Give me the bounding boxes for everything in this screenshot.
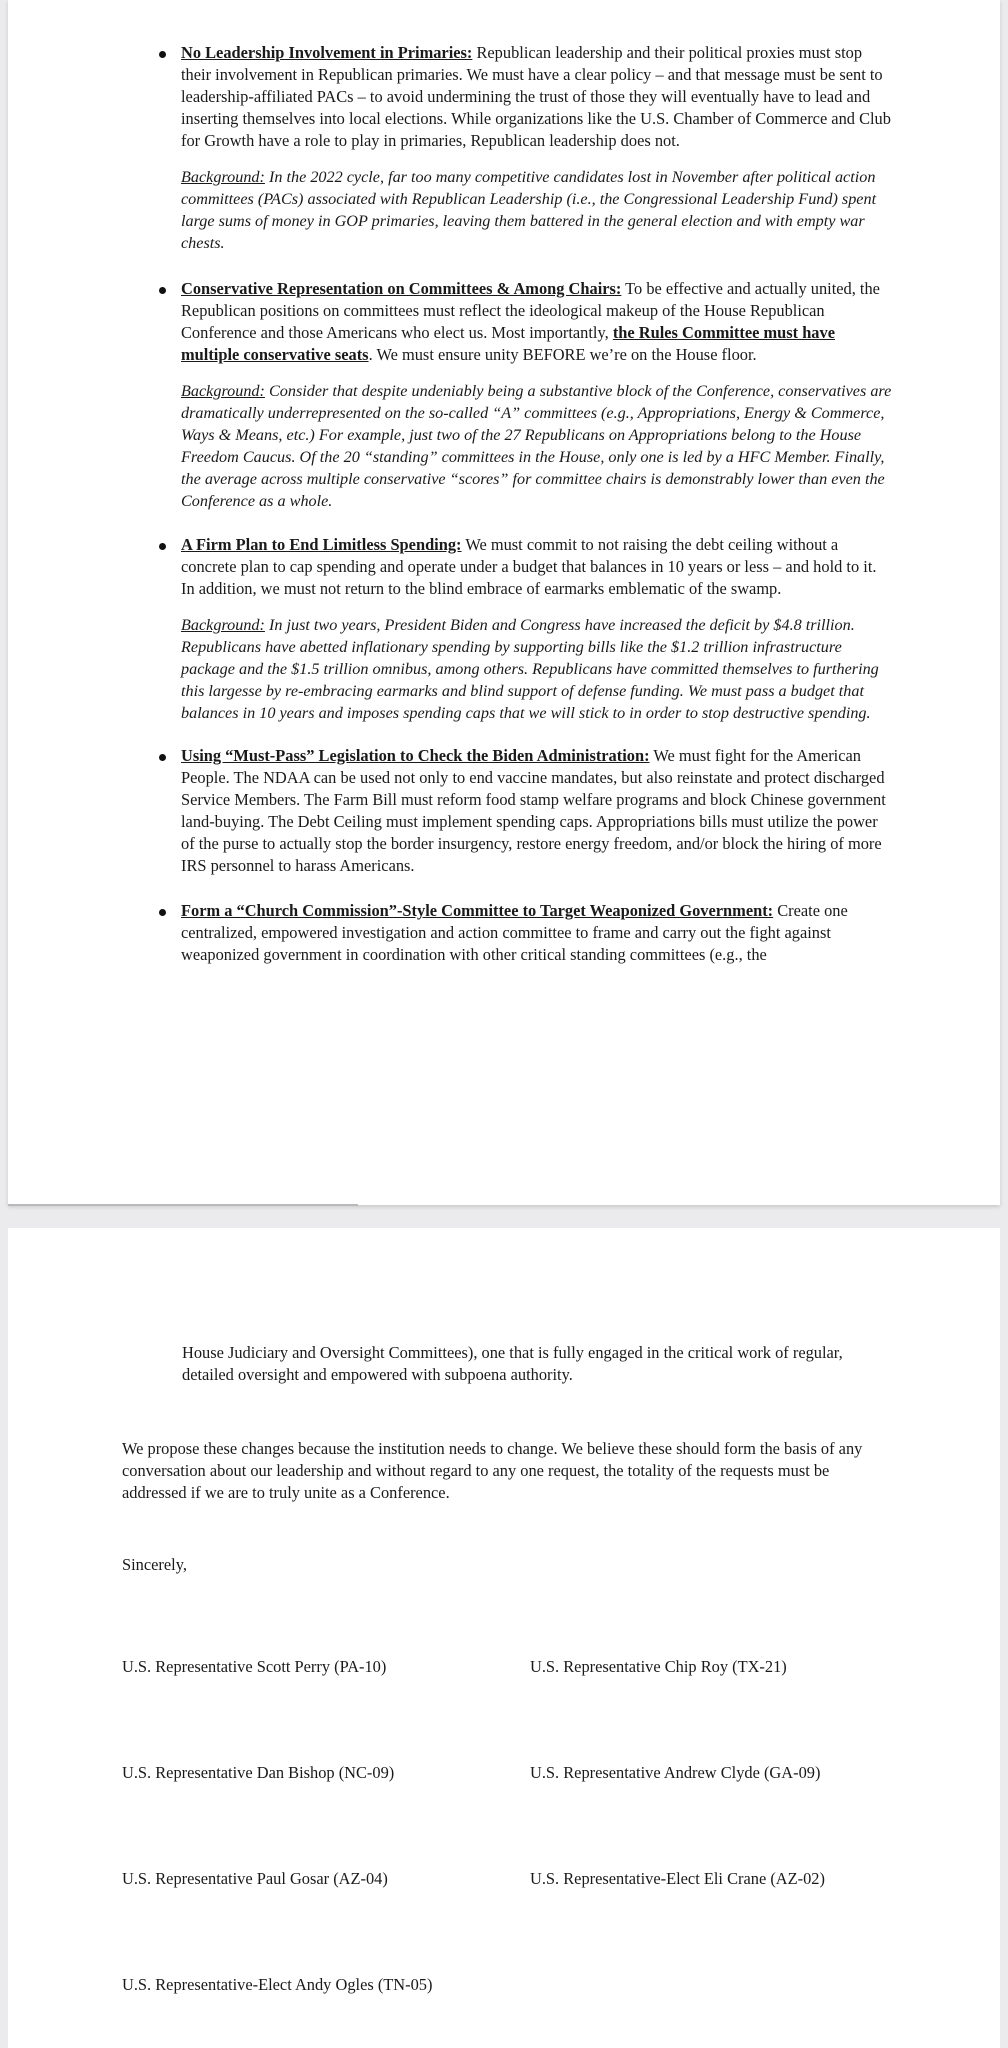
- background-text: In just two years, President Biden and Congress have increased the deficit by $4.8 trillion. Republicans have abetted inflationary spending by supporting bills like the $1.2 trillion infrastructure package and the $1.5 trillion omnibus, among others. Republicans have committed themselves to furthering this largesse by re-embracing earmarks and blind support of defense funding. We must pass a budget that balances in 10 years and imposes spending caps that we will stick to in order to stop destructive spending.: [181, 616, 879, 722]
- bullet-icon: [159, 543, 166, 550]
- signatory: U.S. Representative Chip Roy (TX-21): [530, 1657, 787, 1676]
- closing-paragraph: We propose these changes because the institution needs to change. We believe these should form the basis of any conversation about our leadership and without regard to any one request, the totality of the requests must be addressed if we are to truly unite as a Conference.: [122, 1439, 863, 1502]
- bullet-icon: [159, 754, 166, 761]
- item-body: Create one centralized, empowered investigation and action committee to frame and carry out the fight against weaponized government in coordination with other critical standing committees (e.g., the: [181, 901, 848, 964]
- item-body: To be effective and actually united, the Republican positions on committees must reflect the ideological makeup of the House Republican Conference and those Americans who elect us. Most importantly,: [181, 279, 880, 342]
- demands-list: [181, 42, 893, 966]
- background-label: Background:: [181, 168, 265, 186]
- background-label: Background:: [181, 616, 265, 634]
- item-body: We must commit to not raising the debt ceiling without a concrete plan to cap spending and operate under a budget that balances in 10 years or less – and hold to it. In addition, we must not return to the blind embrace of earmarks emblematic of the swamp.: [181, 535, 877, 598]
- document-page-2: [8, 1228, 1000, 2048]
- list-item: [181, 534, 893, 724]
- item-emphasis: the Rules Committee must have multiple conservative seats: [181, 323, 835, 364]
- signatory: U.S. Representative-Elect Eli Crane (AZ-02): [530, 1869, 825, 1888]
- list-item: [181, 900, 893, 966]
- item-heading: Conservative Representation on Committees & Among Chairs:: [181, 279, 622, 298]
- signatory: U.S. Representative Dan Bishop (NC-09): [122, 1763, 395, 1782]
- item-body-end: . We must ensure unity BEFORE we’re on the House floor.: [368, 345, 757, 364]
- item-body: Republican leadership and their political proxies must stop their involvement in Republican primaries. We must have a clear policy – and that message must be sent to leadership-affiliated PACs – to avoid undermining the trust of those they will eventually have to lead and inserting themselves into local elections. While organizations like the U.S. Chamber of Commerce and Club for Growth have a role to play in primaries, Republican leadership does not.: [181, 43, 891, 150]
- item-background: [181, 166, 893, 254]
- item-heading: No Leadership Involvement in Primaries:: [181, 43, 473, 62]
- item-heading: Form a “Church Commission”-Style Committee to Target Weaponized Government:: [181, 901, 774, 920]
- signatory: U.S. Representative Scott Perry (PA-10): [122, 1657, 387, 1676]
- page-divider: [8, 1204, 358, 1206]
- item-paragraph: [181, 42, 893, 152]
- background-label: Background:: [181, 382, 265, 400]
- item-background: [181, 614, 893, 724]
- item-heading: Using “Must-Pass” Legislation to Check the Biden Administration:: [181, 746, 650, 765]
- item-paragraph: [181, 278, 893, 366]
- document-page-1: [8, 0, 1000, 1205]
- salutation: Sincerely,: [122, 1555, 187, 1574]
- background-text: Consider that despite undeniably being a substantive block of the Conference, conservatives are dramatically underrepresented on the so-called “A” committees (e.g., Appropriations, Energy & Commerce, Ways & Means, etc.) For example, just two of the 27 Republicans on Appropriations belong to the House Freedom Caucus. Of the 20 “standing” committees in the House, only one is led by a HFC Member. Finally, the average across multiple conservative “scores” for committee chairs is demonstrably lower than even the Conference as a whole.: [181, 382, 892, 510]
- item-paragraph: [181, 900, 893, 966]
- signatory: U.S. Representative Paul Gosar (AZ-04): [122, 1869, 388, 1888]
- item-paragraph: [181, 745, 893, 877]
- list-item: [181, 745, 893, 877]
- bullet-icon: [159, 51, 166, 58]
- list-item: [181, 42, 893, 254]
- signatory: U.S. Representative-Elect Andy Ogles (TN-05): [122, 1975, 433, 1994]
- item-body: We must fight for the American People. The NDAA can be used not only to end vaccine mandates, but also reinstate and protect discharged Service Members. The Farm Bill must reform food stamp welfare programs and block Chinese government land-buying. The Debt Ceiling must implement spending caps. Appropriations bills must utilize the power of the purse to actually stop the border insurgency, restore energy freedom, and/or block the hiring of more IRS personnel to harass Americans.: [181, 746, 886, 875]
- item-background: [181, 380, 893, 512]
- background-text: In the 2022 cycle, far too many competitive candidates lost in November after political action committees (PACs) associated with Republican Leadership (i.e., the Congressional Leadership Fund) spent large sums of money in GOP primaries, leaving them battered in the general election and with empty war chests.: [181, 168, 877, 252]
- item-heading: A Firm Plan to End Limitless Spending:: [181, 535, 462, 554]
- signatory: U.S. Representative Andrew Clyde (GA-09): [530, 1763, 821, 1782]
- list-item: [181, 278, 893, 512]
- bullet-icon: [159, 909, 166, 916]
- continuation-text: House Judiciary and Oversight Committees), one that is fully engaged in the critical work of regular, detailed oversight and empowered with subpoena authority.: [182, 1343, 843, 1384]
- item-paragraph: [181, 534, 893, 600]
- bullet-icon: [159, 287, 166, 294]
